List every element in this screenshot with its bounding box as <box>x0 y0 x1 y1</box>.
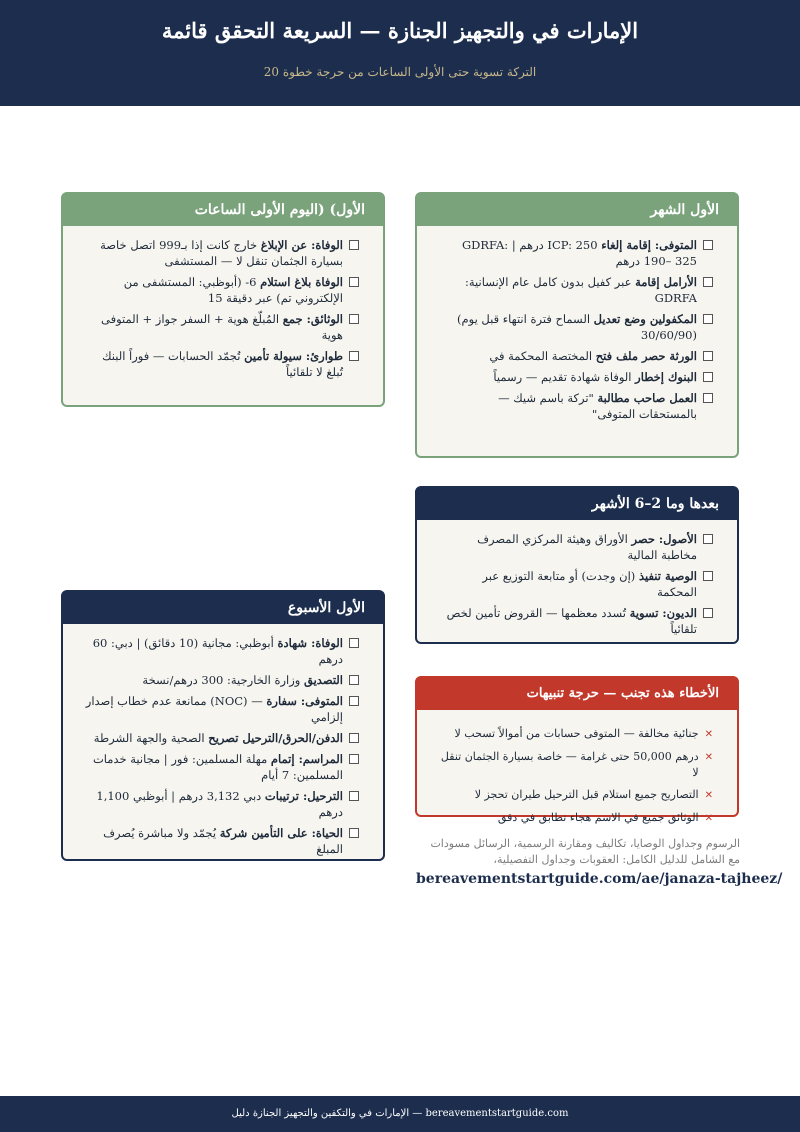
page-header <box>0 0 800 106</box>
checkbox-icon[interactable] <box>703 393 713 403</box>
checklist-item[interactable] <box>439 605 713 637</box>
warning-text: درهم 50,000 حتى غرامة — خاصة بسيارة الجثمان تنقل لا <box>440 750 699 779</box>
warning-item <box>439 787 713 804</box>
cross-icon: ✕ <box>704 729 713 740</box>
cross-icon: ✕ <box>704 813 713 824</box>
checkbox-icon[interactable] <box>349 638 359 648</box>
checkbox-icon[interactable] <box>349 733 359 743</box>
checklist-item[interactable] <box>85 693 359 725</box>
cross-icon: ✕ <box>704 752 713 763</box>
checklist-first-month <box>417 226 737 435</box>
checkbox-icon[interactable] <box>703 314 713 324</box>
checkbox-icon[interactable] <box>349 754 359 764</box>
checklist-item[interactable] <box>439 369 713 385</box>
checklist-item[interactable] <box>439 531 713 563</box>
checklist-item-text: العمل صاحب مطالبة "تركة باسم شيك — بالمستحقات المتوفى" <box>498 391 697 421</box>
card-months-title: بعدها وما 2–6 الأشهر <box>417 488 737 520</box>
card-first-hours <box>61 192 385 407</box>
checklist-item[interactable] <box>85 751 359 783</box>
warning-item <box>439 749 713 781</box>
cross-icon: ✕ <box>704 790 713 801</box>
checklist-item-text: الحياة: على التأمين شركة يُجمّد ولا مباشرة يُصرف المبلغ <box>103 826 343 856</box>
checkbox-icon[interactable] <box>349 696 359 706</box>
checklist-item[interactable] <box>439 237 713 269</box>
checkbox-icon[interactable] <box>703 277 713 287</box>
warning-item <box>439 810 713 827</box>
checklist-item-text: الوصية تنفيذ (إن وجدت) أو متابعة التوزيع عبر المحكمة <box>482 569 697 599</box>
guide-link[interactable]: bereavementstartguide.com/ae/janaza-tajheez/ <box>416 871 783 887</box>
checklist-item-text: الوثائق: جمع المُبلّغ هوية + السفر جواز + المتوفى هوية <box>100 312 343 342</box>
checkbox-icon[interactable] <box>349 240 359 250</box>
checkbox-icon[interactable] <box>703 571 713 581</box>
checklist-item-text: المراسم: إتمام مهلة المسلمين: فور | مجانية خدمات المسلمين: 7 أيام <box>92 752 343 782</box>
page-footer: bereavementstartguide.com — الإمارات في والتكفين والتجهيز الجنازة دليل <box>0 1096 800 1132</box>
checklist-item-text: طوارئ: سيولة تأمين تُجمّد الحسابات — فوراً البنك تُبلغ لا تلقائياً <box>102 349 343 379</box>
card-critical-mistakes <box>415 676 739 824</box>
checklist-item-text: الترحيل: ترتيبات دبي 3,132 درهم | أبوظبي 1,100 درهم <box>96 789 343 819</box>
card-first-month-title: الأول الشهر <box>417 194 737 226</box>
checklist-item[interactable] <box>85 788 359 820</box>
checklist-item-text: الوفاة: عن الإبلاغ خارج كانت إذا بـ999 اتصل خاصة بسيارة الجثمان تنقل لا — المستشفى <box>100 238 343 268</box>
checkbox-icon[interactable] <box>703 534 713 544</box>
checklist-item-text: الأرامل إقامة عبر كفيل بدون كامل عام الإنسانية: GDRFA <box>465 275 697 305</box>
checkbox-icon[interactable] <box>703 372 713 382</box>
checklist-item-text: الورثة حصر ملف فتح المختصة المحكمة في <box>489 349 697 363</box>
checklist-item[interactable] <box>85 635 359 667</box>
checklist-item[interactable] <box>439 348 713 364</box>
warning-text: الوثائق جميع في الاسم هجاء تطابق في دقق <box>497 811 699 824</box>
checklist-item-text: التصديق وزارة الخارجية: 300 درهم/نسخة <box>142 673 343 687</box>
checklist-item-text: الديون: تسوية تُسدد معظمها — القروض تأمين لخص تلقائياً <box>446 606 697 636</box>
checkbox-icon[interactable] <box>349 791 359 801</box>
warning-text: جنائية مخالفة — المتوفى حسابات من أموالاً تسحب لا <box>454 727 699 740</box>
checklist-item[interactable] <box>439 390 713 422</box>
full-guide-note: الرسوم وجداول الوصايا، تكاليف ومقارنة الرسمية، الرسائل مسودات مع الشامل للدليل الكامل: العقوبات وجداول التفصيلية، <box>430 837 740 866</box>
checklist-item[interactable] <box>439 568 713 600</box>
checklist-first-week <box>63 624 383 870</box>
checkbox-icon[interactable] <box>349 828 359 838</box>
warning-item <box>439 726 713 743</box>
checklist-item-text: الوفاة: شهادة أبوظبي: مجانية (10 دقائق) | دبي: 60 درهم <box>92 636 343 666</box>
checkbox-icon[interactable] <box>349 277 359 287</box>
checklist-first-hours <box>63 226 383 393</box>
card-mistakes-title: الأخطاء هذه تجنب — حرجة تنبيهات <box>417 678 737 710</box>
checkbox-icon[interactable] <box>349 314 359 324</box>
checklist-item-text: المتوفى: سفارة — (NOC) ممانعة عدم خطاب إصدار إلزامي <box>85 694 343 724</box>
page-subtitle: التركة تسوية حتى الأولى الساعات من حرجة خطوة 20 <box>263 65 537 79</box>
checklist-item-text: الدفن/الحرق/الترحيل تصريح الصحية والجهة الشرطة <box>93 731 343 745</box>
checklist-item[interactable] <box>85 237 359 269</box>
warning-list <box>417 710 737 841</box>
page-title: الإمارات في والتجهيز الجنازة — السريعة التحقق قائمة <box>161 18 639 43</box>
card-first-week <box>61 590 385 861</box>
checklist-months <box>417 520 737 650</box>
checkbox-icon[interactable] <box>703 351 713 361</box>
card-first-hours-title: الأول) (اليوم الأولى الساعات <box>63 194 383 226</box>
checklist-item[interactable] <box>85 348 359 380</box>
checkbox-icon[interactable] <box>703 240 713 250</box>
card-first-week-title: الأول الأسبوع <box>63 592 383 624</box>
checklist-item[interactable] <box>85 311 359 343</box>
checklist-item[interactable] <box>85 825 359 857</box>
checklist-item-text: البنوك إخطار الوفاة شهادة تقديم — رسمياً <box>493 370 697 384</box>
checklist-item-text: المكفولين وضع تعديل السماح فترة انتهاء قبل يوم) (30/60/90 <box>457 312 697 342</box>
checklist-item[interactable] <box>85 672 359 688</box>
checklist-item-text: المتوفى: إقامة إلغاء ICP: 250 درهم | GDRFA: 190– 325 درهم <box>461 238 697 268</box>
checklist-item[interactable] <box>85 730 359 746</box>
checklist-item[interactable] <box>439 311 713 343</box>
checkbox-icon[interactable] <box>349 351 359 361</box>
checkbox-icon[interactable] <box>349 675 359 685</box>
checklist-item-text: الأصول: حصر الأوراق وهيئة المركزي المصرف مخاطبة المالية <box>477 532 697 562</box>
warning-text: التصاريح جميع استلام قبل الترحيل طيران تحجز لا <box>474 788 699 801</box>
checkbox-icon[interactable] <box>703 608 713 618</box>
checklist-item[interactable] <box>85 274 359 306</box>
checklist-item-text: الوفاة بلاغ استلام 6- (أبوظبي: المستشفى من الإلكتروني تم) عبر دقيقة 15 <box>123 275 343 305</box>
card-months-2-6 <box>415 486 739 644</box>
card-first-month <box>415 192 739 458</box>
checklist-item[interactable] <box>439 274 713 306</box>
